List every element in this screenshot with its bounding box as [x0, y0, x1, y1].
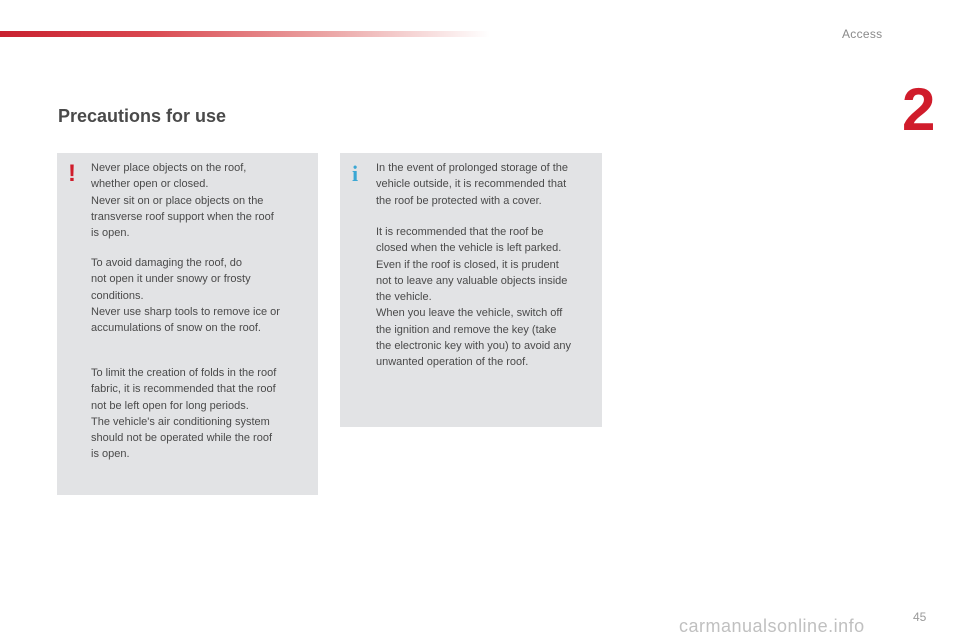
- page-title: Precautions for use: [58, 106, 227, 126]
- warning-paragraph-3: To limit the creation of folds in the roof fabric, it is recommended that the roof not be left open for long periods. The vehicle's air conditioning system should not be operated while the roof is open.: [91, 367, 277, 461]
- info-icon: i: [352, 161, 359, 186]
- chapter-number: 2: [902, 76, 936, 143]
- info-paragraph-2: It is recommended that the roof be closed when the vehicle is left parked. Even if the roof is closed, it is prudent not to leave any valuable objects inside the vehicle. When you leave the vehicle, switch off the ignition and remove the key (take the electronic key with you) to avoid any unwanted operation of the roof.: [376, 226, 572, 369]
- info-panel: [340, 153, 602, 427]
- warning-panel: [57, 153, 318, 495]
- info-paragraph-1: In the event of prolonged storage of the vehicle outside, it is recommended that the roof be protected with a cover.: [376, 162, 569, 207]
- warning-paragraph-2: To avoid damaging the roof, do not open it under snowy or frosty conditions. Never use sharp tools to remove ice or accumulations of snow on the roof.: [91, 257, 280, 335]
- warning-paragraph-1: Never place objects on the roof, whether open or closed. Never sit on or place objects on the transverse roof support when the roof is open.: [91, 162, 274, 240]
- header-accent-bar: [0, 31, 490, 37]
- section-label: Access: [842, 27, 883, 41]
- exclamation-icon: !: [68, 160, 76, 187]
- page-number: 45: [913, 610, 927, 624]
- watermark: carmanualsonline.info: [679, 616, 865, 636]
